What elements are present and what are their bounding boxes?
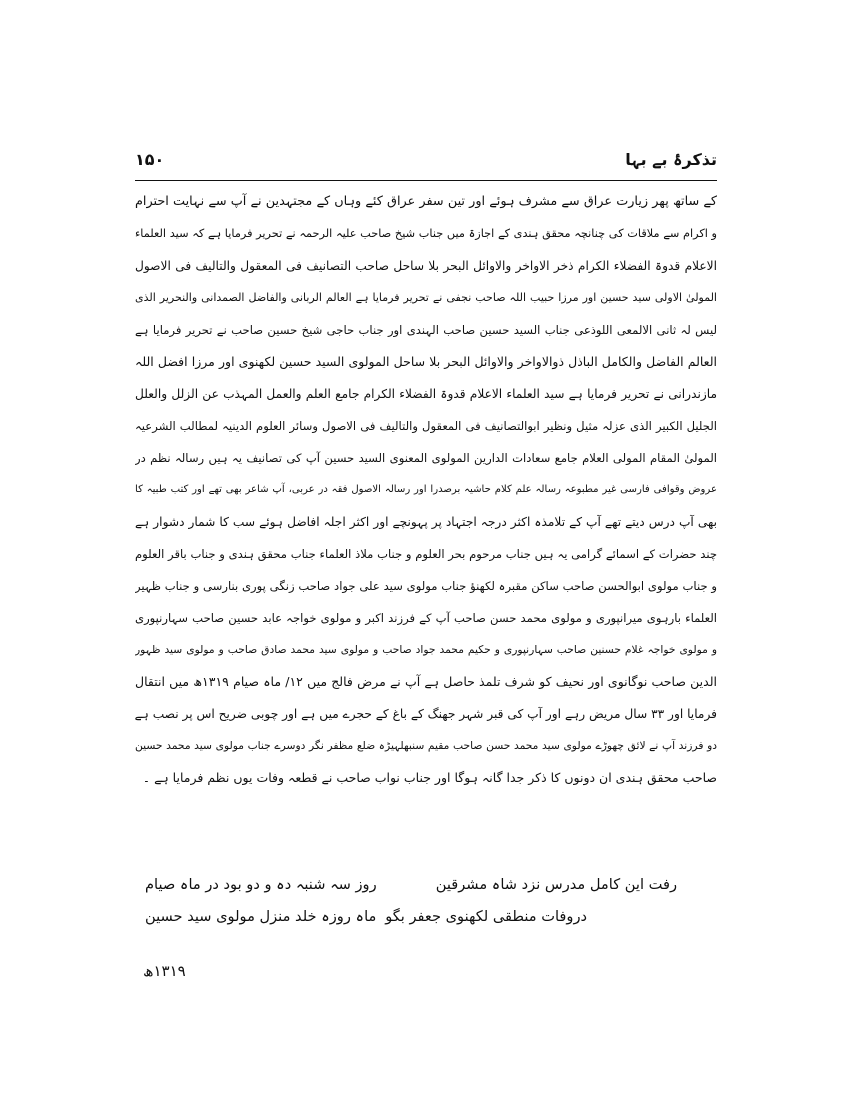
verse-line-1 [135,876,717,906]
running-title: تذکرۂ بے بہا [625,150,717,169]
text-line: و جناب مولوی ابوالحسن صاحب ساکن مقبرہ لکھنؤ جناب مولوی سید علی جواد صاحب زنگی پوری بنارسی و جناب ظہیر [135,579,717,593]
verse-hemistich: ماہ روزہ خلد منزل مولوی سید حسین [145,908,377,925]
verse-hemistich: دروفات منطقی لکھنوی جعفر بگو [385,908,587,925]
text-line: و مولوی خواجہ غلام حسنین صاحب سہارنپوری و حکیم محمد جواد صاحب و مولوی سید محمد صادق صاحب و مولوی سید ظہور [135,643,717,656]
verse-hemistich: رفت این کامل مدرس نزد شاہ مشرقین [435,876,677,893]
text-line: العالم الفاضل والکامل الباذل ذوالاواخر والاوائل البحر بلا ساحل المولوی السید حسین لکھنوی اور مرزا افضل اللہ [135,354,717,369]
chronogram-date: ۱۳۱۹ھ [143,962,186,980]
text-line: چند حضرات کے اسمائے گرامی یہ ہیں جناب مرحوم بحر العلوم و جناب ملاذ العلماء جناب محقق ہندی و جناب باقر العلوم [135,547,717,561]
text-line: الجلیل الکبیر الذی عزلہ مثیل ونظیر ابوالتصانیف فی المعقول والتالیف فی الاصول وسائر العلوم الدینیہ لمطالب الشرعیہ [135,419,717,433]
text-line: المولیٰ الاولی سید حسین اور مرزا حبیب اللہ صاحب نجفی نے تحریر فرمایا ہے العالم الربانی والفاضل الصمدانی والنحریر الذی [135,291,717,304]
text-line: لیس لہ ثانی الالمعی اللوذعی جناب السید حسین صاحب الہندی اور جناب حاجی شیخ حسین صاحب نے تحریر فرمایا ہے [135,323,717,337]
text-line: مازندرانی نے تحریر فرمایا ہے سید العلماء الاعلام قدوۃ الفضلاء الکرام جامع العلم والعمل المہذب عن الزلل والعلل [135,387,717,401]
page-header [135,148,717,178]
text-line: العلماء بارہوی میرانپوری و مولوی محمد حسن صاحب آپ کے فرزند اکبر و مولوی خواجہ عابد حسین صاحب سہارنپوری [135,611,717,625]
text-line: عروض وقوافی فارسی غیر مطبوعہ رسالہ علم کلام حاشیہ برصدرا اور رسالہ الاصول فقہ در عربی، آپ شاعر بھی تھے اور کتب طبیہ کا [135,484,717,495]
page-number: ۱۵۰ [135,150,165,169]
text-line: المولیٰ المقام المولی العلام جامع سعادات الدارین المولوی المعنوی السید حسین آپ کی تصانیف یہ ہیں رسالہ نظم در [135,451,717,465]
body-paragraph [135,186,717,794]
text-line: دو فرزند آپ نے لائق چھوڑے مولوی سید محمد حسن صاحب مقیم سنبھلہیڑہ ضلع مظفر نگر دوسرے جناب مولوی سید محمد حسین [135,739,717,752]
text-line: کے ساتھ پھر زیارت عراق سے مشرف ہوئے اور تین سفر عراق کئے وہاں کے مجتہدین نے آپ سے نہایت احترام [135,194,717,209]
text-line: بھی آپ درس دیتے تھے آپ کے تلامذہ اکثر درجہ اجتہاد پر پہونچے اور اکثر اجلہ افاضل ہوئے سب کا شمار دشوار ہے [135,515,717,529]
text-line: الاعلام قدوۃ الفضلاء الکرام ذخر الاواخر والاوائل البحر بلا ساحل صاحب التصانیف فی المعقول والتالیف فی الاصول [135,259,717,273]
text-line: صاحب محقق ہندی ان دونوں کا ذکر جدا گانہ ہوگا اور جناب نواب صاحب نے قطعہ وفات یوں نظم فرمایا ہے ۔ [142,770,717,785]
header-rule [135,180,717,181]
verse-hemistich: روز سہ شنبہ دہ و دو بود در ماہ صیام [145,876,377,893]
verse-line-2 [135,908,717,938]
text-line: فرمایا اور ۳۳ سال مریض رہے اور آپ کی قبر شہر جھنگ کے باغ کے حجرے میں ہے اور چوبی ضریح اس پر نصب ہے [135,707,717,721]
text-line: الدین صاحب نوگانوی اور نحیف کو شرف تلمذ حاصل ہے آپ نے مرض فالج میں ۱۲/ ماہ صیام ۱۳۱۹ھ میں انتقال [135,674,717,689]
text-line: و اکرام سے ملاقات کی چنانچہ محقق ہندی کے اجازۃ میں جناب شیخ صاحب علیہ الرحمہ نے تحریر فرمایا ہے کہ سید العلماء [135,227,717,240]
